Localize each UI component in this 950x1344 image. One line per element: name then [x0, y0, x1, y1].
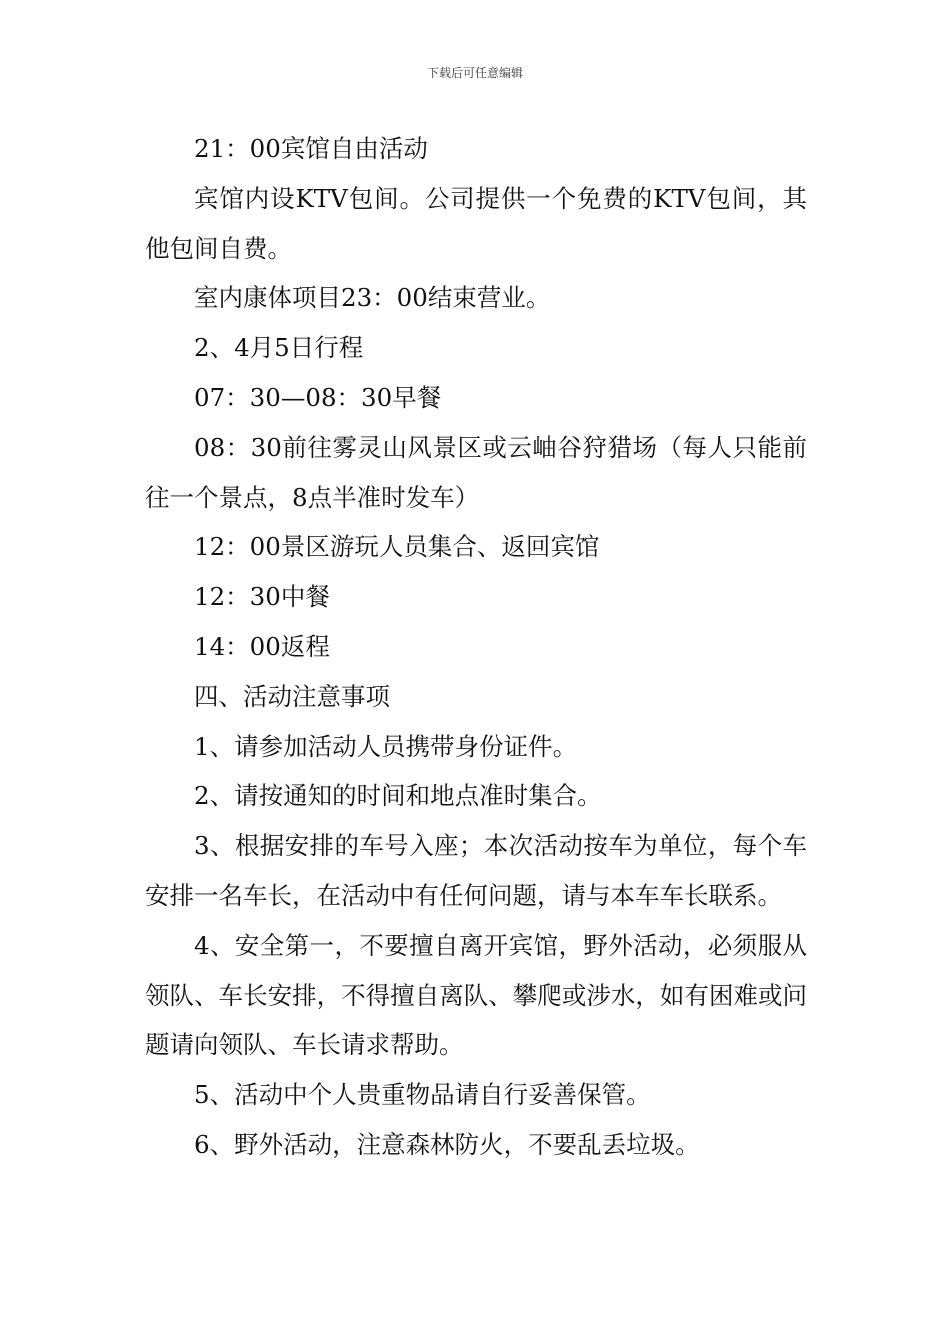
section-heading-notes: 四、活动注意事项 — [194, 681, 390, 711]
document-body — [145, 124, 807, 1170]
note-item-3: 3、根据安排的车号入座；本次活动按车为单位，每个车安排一名车长，在活动中有任何问题，请与本车车长联系。 — [145, 831, 807, 910]
paragraph-lunch: 12：30中餐 — [194, 582, 330, 612]
paragraph-free-activity: 21：00宾馆自由活动 — [194, 134, 428, 163]
paragraph-gather-return: 12：00景区游玩人员集合、返回宾馆 — [194, 532, 600, 562]
note-item-4: 4、安全第一，不要擅自离开宾馆，野外活动，必须服从领队、车长安排，不得擅自离队、攀爬或涉水，如有困难或问题请向领队、车长请求帮助。 — [145, 930, 807, 1060]
paragraph-indoor-closing: 室内康体项目23：00结束营业。 — [194, 283, 551, 313]
paragraph-ktv: 宾馆内设KTV包间。公司提供一个免费的KTV包间，其他包间自费。 — [145, 183, 807, 263]
paragraph-scenic-trip: 08：30前往雾灵山风景区或云岫谷狩猎场（每人只能前往一个景点，8点半准时发车） — [145, 432, 807, 512]
note-item-1: 1、请参加活动人员携带身份证件。 — [194, 731, 578, 761]
paragraph-breakfast: 07：30—08：30早餐 — [194, 382, 442, 412]
note-item-5: 5、活动中个人贵重物品请自行妥善保管。 — [194, 1080, 651, 1110]
note-item-6: 6、野外活动，注意森林防火，不要乱丢垃圾。 — [194, 1129, 700, 1159]
note-item-2: 2、请按通知的时间和地点准时集合。 — [194, 781, 602, 811]
page-header: 下载后可任意编辑 — [426, 66, 523, 80]
paragraph-return-trip: 14：00返程 — [194, 631, 330, 661]
paragraph-day2-title: 2、4月5日行程 — [194, 333, 364, 363]
